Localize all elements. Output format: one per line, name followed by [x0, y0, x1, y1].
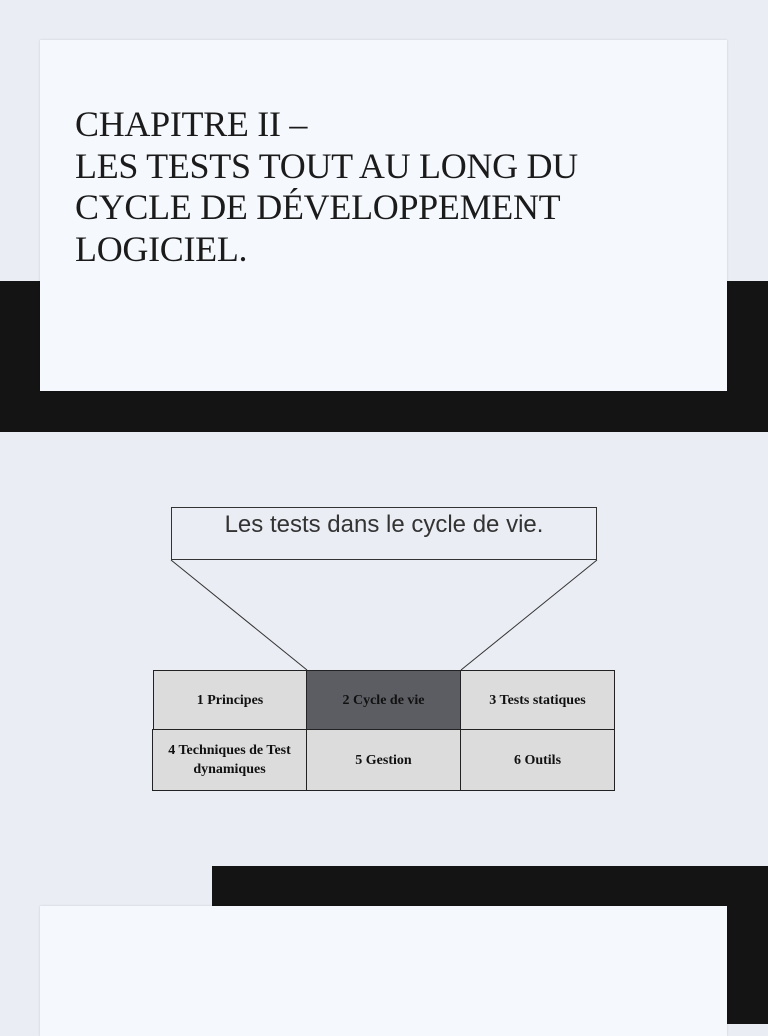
chapter-title-line-3: CYCLE DE DÉVELOPPEMENT — [75, 187, 561, 227]
connector-right — [461, 560, 597, 670]
module-cell-techniques: 4 Techniques de Test dynamiques — [152, 729, 307, 791]
module-cell-outils: 6 Outils — [460, 729, 615, 791]
chapter-title-line-1: CHAPITRE II – — [75, 104, 308, 144]
connector-left — [171, 560, 307, 670]
lifecycle-callout: Les tests dans le cycle de vie. — [171, 507, 597, 560]
module-cell-principes: 1 Principes — [153, 670, 307, 730]
slide-3-card — [40, 906, 727, 1036]
module-grid — [153, 670, 615, 791]
chapter-title-line-4: LOGICIEL. — [75, 228, 248, 269]
module-cell-gestion: 5 Gestion — [306, 729, 461, 791]
module-cell-tests-statiques: 3 Tests statiques — [460, 670, 615, 730]
chapter-title-line-2: LES TESTS TOUT AU LONG DU — [75, 145, 578, 186]
module-cell-cycle-de-vie: 2 Cycle de vie — [306, 670, 461, 730]
